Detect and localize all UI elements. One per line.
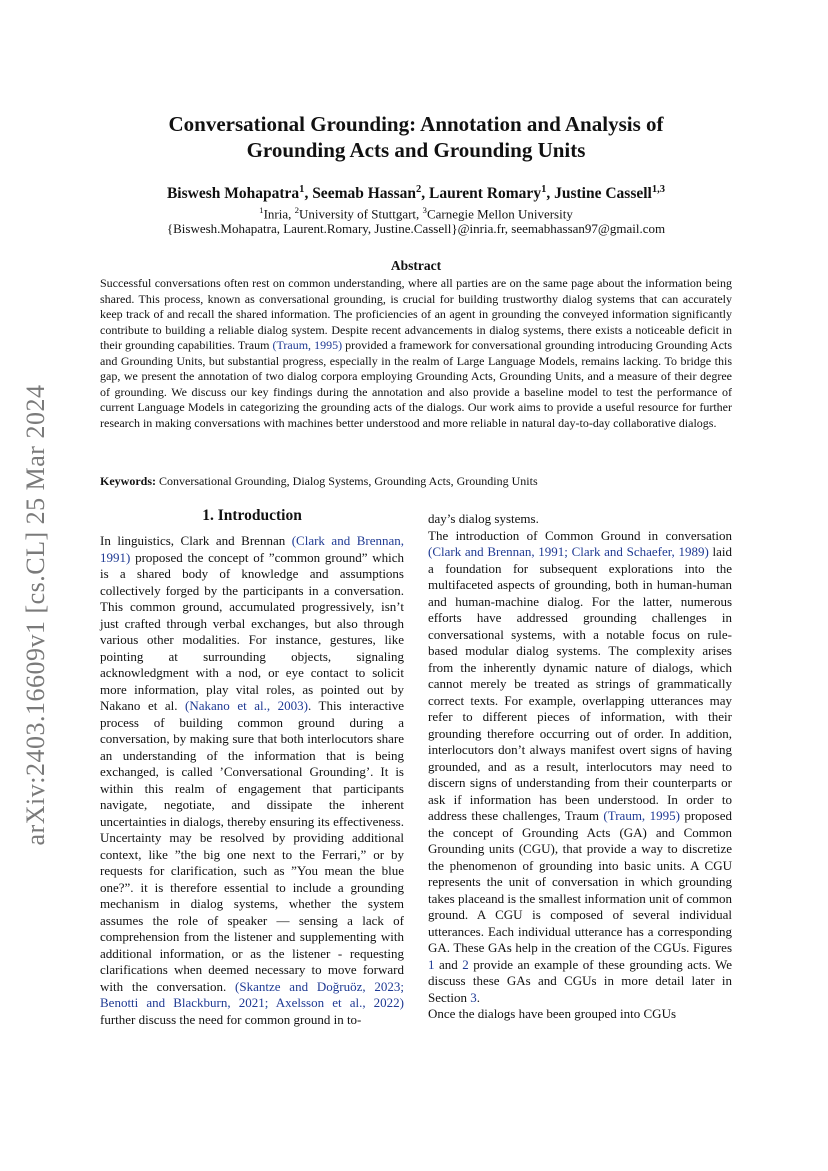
text-run: further discuss the need for common ground in to-: [100, 1011, 362, 1027]
keywords-text: Conversational Grounding, Dialog Systems, Grounding Acts, Grounding Units: [156, 474, 538, 488]
arxiv-sidebar: [16, 365, 56, 865]
text-run: laid a foundation for subsequent explorations into the multifaceted aspects of grounding, both in human-human and human-machine dialog. For the latter, numerous efforts have addressed grounding challenges in conversational systems, with a notable focus on rule-based modular dialog systems. The complexity arises from the inherently dynamic nature of dialogs, which cannot merely be treated as strings of grammatically correct texts. For example, overlapping utterances may refer to different pieces of information, with their grounding therefore occurring out of order. In addition, interlocutors don’t always manifest overt signs of having grounded, and as a result, interlocutors may need to discern signs of understanding from their counterparts or ask if information has been understood. In order to address these challenges, Traum: [428, 544, 733, 823]
intro-paragraph: [428, 528, 732, 1007]
text-run: proposed the concept of ”common ground” which is a shared body of knowledge and assumptions collectively forged by the participants in a conversation. This common ground, accumulated progressively, isn’t just crafted through verbal exchanges, but also through various other modalities. For instance, gestures, like pointing at surrounding objects, signaling acknowledgment with a nod, or eye contact to solicit more information, play vital roles, as pointed out by Nakano et al.: [100, 549, 404, 713]
text-run: proposed the concept of Grounding Acts (GA) and Common Grounding units (CGU), that provide a way to discretize the phenomenon of grounding into basic units. A CGU represents the unit of conversation in which grounding takes placeand is the smallest information unit of common ground. A CGU is composed of several individual utterances. Each individual utterance has a corresponding GA. These GAs help in the creation of the CGUs. Figures: [428, 808, 732, 955]
text-run: . This interactive process of building common ground during a conversation, by making sure that both interlocutors share an understanding of the information that is being exchanged, is called ’Conversational Grounding’. It is within this realm of engagement that participants navigate, negotiate, and dissipate the inherent uncertainties in dialogs, thereby ensuring its effectiveness. Uncertainty may be resolved by providing additional context, like ”the big one next to the Ferrari,” or by requests for clarification, such as ”You mean the blue one?”. it is therefore essential to include a grounding mechanism in dialog systems, whether the system assumes the role of speaker — sensing a lack of comprehension from the listener and supplementing with additional information, or as the listener - requesting clarifications when deemed necessary to move forward with the conversation.: [100, 698, 405, 994]
right-column: [428, 511, 732, 1023]
intro-paragraph: Once the dialogs have been grouped into CGUs: [428, 1006, 677, 1021]
author-sup: 1: [299, 184, 305, 195]
citation-link[interactable]: (Traum, 1995): [272, 338, 343, 352]
text-run: .: [476, 989, 480, 1005]
author-sup: 1,3: [651, 184, 666, 195]
section-heading: 1. Introduction: [202, 507, 302, 524]
affil-sup: 2: [294, 205, 300, 215]
abstract-part: provided a framework for conversational grounding introducing Grounding Acts and Grounding Units, but substantial progress, especially in the realm of Large Language Models, remains lacking. To bridge this gap, we present the annotation of two dialog corpora employing Grounding Acts, Grounding Units, and a measure of their degree of grounding. We discuss our key findings during the annotation and also provide a baseline model to test the performance of current Language Models in categorizing the grounding acts of the dialogs. Our work aims to provide a useful resource for further research in making conversations with machines better understood and more reliable in natural day-to-day collaborative dialogs.: [100, 338, 733, 430]
author-name: Biswesh Mohapatra: [166, 185, 300, 203]
text-run: and: [434, 956, 463, 972]
citation-link[interactable]: (Skantze and Doğruöz, 2023; Benotti and Blackburn, 2021; Axelsson et al., 2022): [100, 978, 404, 1010]
affil-name: University of Stuttgart: [299, 206, 417, 222]
author-name: Laurent Romary: [428, 185, 542, 203]
figure-ref-link[interactable]: 1: [428, 956, 435, 972]
citation-link[interactable]: (Nakano et al., 2003): [185, 698, 308, 713]
citation-link[interactable]: (Traum, 1995): [603, 808, 680, 823]
left-column: [100, 506, 404, 1028]
figure-ref-link[interactable]: 2: [462, 956, 469, 972]
text-run: The introduction of Common Ground in conversation: [428, 527, 732, 543]
text-run: provide an example of these grounding acts. We discuss these GAs and CGUs in more detail later in Section: [428, 956, 732, 1005]
author-name: Seemab Hassan: [312, 185, 416, 203]
abstract-heading: Abstract: [390, 258, 442, 273]
citation-link[interactable]: (Clark and Brennan, 1991): [100, 533, 404, 565]
affil-sup: 3: [422, 205, 427, 215]
author-sup: 2: [415, 184, 422, 195]
abstract-part: Successful conversations often rest on common understanding, where all parties are on the same page about the information being shared. This process, known as conversational grounding, is crucial for building trustworthy dialog systems that can accurately keep track of and recall the shared information. The proficiencies of an agent in grounding the conveyed information significantly contribute to building a reliable dialog system. Despite recent advancements in dialog systems, there exists a noticeable deficit in their grounding capabilities. Traum: [100, 276, 732, 352]
arxiv-identifier: arXiv:2403.16609v1 [cs.CL] 25 Mar 2024: [21, 384, 50, 846]
keywords-label: Keywords:: [100, 474, 156, 488]
affiliations: $^1$Inria, $^2$University of Stuttgart, $^3$Carnegie Mellon University: [259, 205, 573, 222]
title-line-1: Conversational Grounding: Annotation and Analysis of: [168, 112, 664, 136]
intro-paragraph: [100, 533, 404, 1028]
affil-name: Inria: [263, 206, 289, 222]
affil-name: Carnegie Mellon University: [426, 206, 573, 222]
affil-sup: 1: [259, 205, 264, 215]
author-emails: {Biswesh.Mohapatra, Laurent.Romary, Justine.Cassell}@inria.fr, seemabhassan97@gmail.com: [166, 221, 666, 236]
abstract-text: [100, 276, 732, 431]
keywords: [100, 474, 732, 489]
citation-link[interactable]: (Clark and Brennan, 1991; Clark and Schaefer, 1989): [428, 544, 709, 559]
title-line-2: Grounding Acts and Grounding Units: [246, 138, 586, 162]
text-run: In linguistics, Clark and Brennan: [100, 533, 292, 548]
author-list: Biswesh Mohapatra$^1$, Seemab Hassan$^2$, Laurent Romary$^1$, Justine Cassell$^{1,3}$: [166, 184, 666, 203]
author-sup: 1: [541, 184, 547, 195]
paper-title: [100, 111, 732, 163]
section-ref-link[interactable]: 3: [470, 989, 477, 1005]
author-name: Justine Cassell: [554, 185, 652, 203]
intro-paragraph: day’s dialog systems.: [428, 511, 539, 526]
